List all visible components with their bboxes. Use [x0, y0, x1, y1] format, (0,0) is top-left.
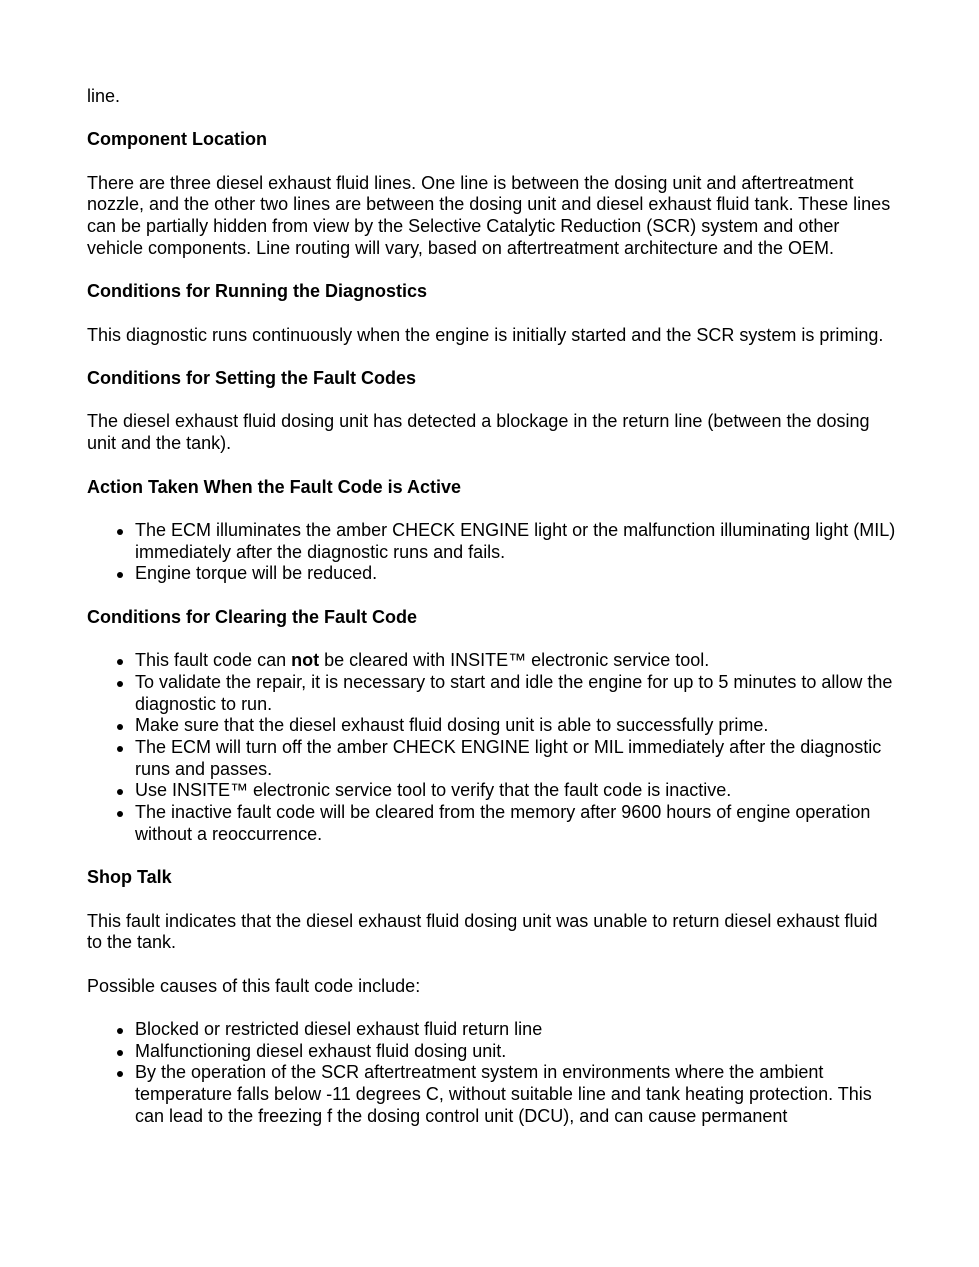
list-item: Make sure that the diesel exhaust fluid dosing unit is able to successfully prime.	[135, 715, 897, 737]
list-item-text: This fault code can	[135, 650, 292, 671]
document-body	[87, 86, 897, 1149]
component-location-text: There are three diesel exhaust fluid lines. One line is between the dosing unit and aftertreatment nozzle, and the other two lines are between the dosing unit and diesel exhaust fluid tank. These lines can be partially hidden from view by the Selective Catalytic Reduction (SCR) system and other vehicle components. Line routing will vary, based on aftertreatment architecture and the OEM.	[87, 172, 891, 258]
list-item: Use INSITE™ electronic service tool to verify that the fault code is inactive.	[135, 780, 897, 802]
conditions-running-text: This diagnostic runs continuously when the engine is initially started and the SCR system is priming.	[87, 324, 884, 345]
conditions-setting-heading: Conditions for Setting the Fault Codes	[87, 368, 416, 389]
list-item: The inactive fault code will be cleared from the memory after 9600 hours of engine operation without a reoccurrence.	[135, 802, 897, 845]
list-item: Malfunctioning diesel exhaust fluid dosing unit.	[135, 1041, 897, 1063]
intro-fragment: line.	[87, 86, 121, 106]
conditions-clearing-list	[87, 650, 897, 845]
possible-causes-intro: Possible causes of this fault code include:	[87, 975, 421, 996]
action-taken-list	[87, 520, 897, 585]
conditions-setting-text: The diesel exhaust fluid dosing unit has detected a blockage in the return line (between the dosing unit and the tank).	[87, 411, 870, 454]
list-item-text: be cleared with INSITE™ electronic service tool.	[319, 650, 710, 671]
list-item: By the operation of the SCR aftertreatment system in environments where the ambient temperature falls below -11 degrees C, without suitable line and tank heating protection. This can lead to the freezing f the dosing control unit (DCU), and can cause permanent	[135, 1062, 897, 1127]
shop-talk-text: This fault indicates that the diesel exhaust fluid dosing unit was unable to return diesel exhaust fluid to the tank.	[87, 910, 878, 953]
list-item: The ECM will turn off the amber CHECK ENGINE light or MIL immediately after the diagnostic runs and passes.	[135, 737, 897, 780]
list-item	[135, 650, 897, 672]
list-item: Blocked or restricted diesel exhaust fluid return line	[135, 1019, 897, 1041]
conditions-clearing-heading: Conditions for Clearing the Fault Code	[87, 606, 417, 627]
action-taken-heading: Action Taken When the Fault Code is Active	[87, 476, 462, 497]
component-location-heading: Component Location	[87, 129, 267, 150]
emphasis-not: not	[291, 650, 320, 671]
list-item: Engine torque will be reduced.	[135, 563, 897, 585]
possible-causes-list	[87, 1019, 897, 1128]
conditions-running-heading: Conditions for Running the Diagnostics	[87, 281, 427, 302]
list-item: To validate the repair, it is necessary to start and idle the engine for up to 5 minutes to allow the diagnostic to run.	[135, 672, 897, 715]
list-item: The ECM illuminates the amber CHECK ENGINE light or the malfunction illuminating light (MIL) immediately after the diagnostic runs and fails.	[135, 519, 896, 562]
shop-talk-heading: Shop Talk	[87, 867, 172, 888]
